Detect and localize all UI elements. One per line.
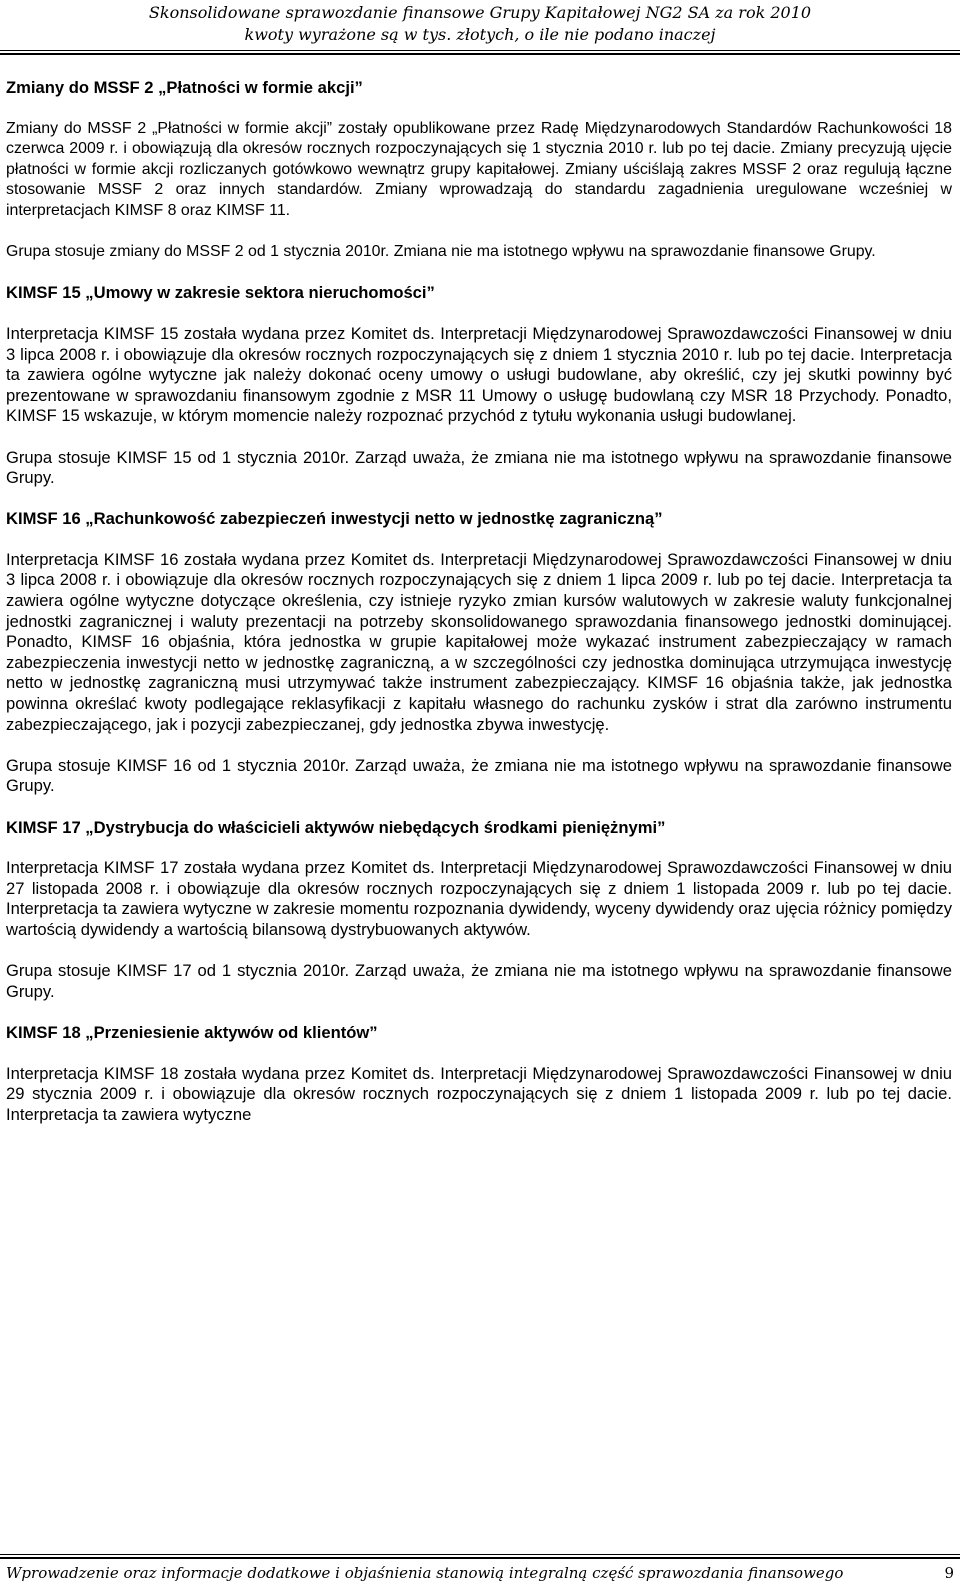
- section-heading: KIMSF 15 „Umowy w zakresie sektora nieruchomości”: [6, 283, 435, 303]
- section-kimsf15: [6, 283, 952, 488]
- section-paragraph: Grupa stosuje KIMSF 16 od 1 stycznia 2010r. Zarząd uważa, że zmiana nie ma istotnego wpływu na sprawozdanie finansowe Grupy.: [6, 755, 952, 796]
- page-header: [0, 0, 960, 52]
- section-heading: Zmiany do MSSF 2 „Płatności w formie akcji”: [6, 78, 363, 97]
- section-kimsf17: [6, 818, 952, 1003]
- page-footer: [6, 1562, 954, 1584]
- footer-text: Wprowadzenie oraz informacje dodatkowe i objaśnienia stanowią integralną część sprawozdania finansowego: [6, 1564, 844, 1582]
- document-body: [6, 78, 952, 1146]
- footer-divider: [0, 1557, 960, 1559]
- section-paragraph: Grupa stosuje KIMSF 17 od 1 stycznia 2010r. Zarząd uważa, że zmiana nie ma istotnego wpływu na sprawozdanie finansowe Grupy.: [6, 961, 952, 1001]
- header-title: Skonsolidowane sprawozdanie finansowe Grupy Kapitałowej NG2 SA za rok 2010: [148, 3, 812, 22]
- section-paragraph: Grupa stosuje zmiany do MSSF 2 od 1 stycznia 2010r. Zmiana nie ma istotnego wpływu na sprawozdanie finansowe Grupy.: [6, 243, 876, 261]
- section-heading: KIMSF 16 „Rachunkowość zabezpieczeń inwestycji netto w jednostkę zagraniczną”: [6, 509, 663, 529]
- section-kimsf16: [6, 509, 952, 797]
- section-paragraph: Interpretacja KIMSF 18 została wydana przez Komitet ds. Interpretacji Międzynarodowej Sprawozdawczości Finansowej w dniu 29 stycznia 2009 r. i obowiązuje dla okresów rocznych rozpoczynających się z dniem 1 listopada 2009 r. lub po tej dacie. Interpretacja ta zawiera wytyczne: [6, 1063, 952, 1124]
- header-divider: [0, 50, 960, 51]
- section-paragraph: Interpretacja KIMSF 15 została wydana przez Komitet ds. Interpretacji Międzynarodowej Sprawozdawczości Finansowej w dniu 3 lipca 2008 r. i obowiązuje dla okresów rocznych rozpoczynających się z dniem 1 stycznia 2010 r. lub po tej dacie. Interpretacja ta zawiera ogólne wytyczne jak należy dokonać oceny umowy o usługi budowlane, aby określić, czy jej skutki powinny być prezentowane w sprawozdaniu finansowym zgodnie z MSR 11 Umowy o usługę budowlaną czy MSR 18 Przychody. Ponadto, KIMSF 15 wskazuje, w którym momencie należy rozpoznać przychód z tytułu wykonania usługi budowlanej.: [6, 323, 952, 426]
- section-paragraph: Zmiany do MSSF 2 „Płatności w formie akcji” zostały opublikowane przez Radę Międzynarodowych Standardów Rachunkowości 18 czerwca 2009 r. i obowiązują dla okresów rocznych rozpoczynających się 1 stycznia 2010 r. lub po tej dacie. Zmiany precyzują ujęcie płatności w formie akcji rozliczanych gotówkowo wewnątrz grupy kapitałowej. Zmiany uściślają zakres MSSF 2 oraz regulują łączne stosowanie MSSF 2 oraz innych standardów. Zmiany wprowadzają do standardu zagadnienia uregulowane wcześniej w interpretacjach KIMSF 8 oraz KIMSF 11.: [6, 119, 952, 219]
- section-paragraph: Interpretacja KIMSF 16 została wydana przez Komitet ds. Interpretacji Międzynarodowej Sprawozdawczości Finansowej w dniu 3 lipca 2008 r. i obowiązuje dla okresów rocznych rozpoczynających się z dniem 1 lipca 2009 r. lub po tej dacie. Interpretacja ta zawiera ogólne wytyczne dotyczące określenia, czy istnieje ryzyko zmian kursów walutowych w zakresie waluty funkcjonalnej jednostki zagranicznej i waluty prezentacji na potrzeby skonsolidowanego sprawozdania finansowego jednostki dominującej. Ponadto, KIMSF 16 objaśnia, która jednostka w grupie kapitałowej może wykazać instrument zabezpieczający w ramach zabezpieczenia inwestycji netto w jednostkę zagraniczną, a w szczególności czy jednostka dominująca utrzymująca inwestycję netto w jednostkę zagraniczną musi utrzymywać także instrument zabezpieczający. KIMSF 16 objaśnia także, jak jednostka powinna określać kwoty podlegające reklasyfikacji z kapitału własnego do rachunku zysków i strat dla zarówno instrumentu zabezpieczającego, jak i pozycji zabezpieczanej, gdy jednostka zbywa inwestycję.: [6, 549, 952, 734]
- header-divider-thick: [0, 53, 960, 55]
- section-mssf2: [6, 78, 952, 263]
- section-heading: KIMSF 17 „Dystrybucja do właścicieli aktywów niebędących środkami pieniężnymi”: [6, 817, 666, 837]
- section-kimsf18: [6, 1023, 952, 1125]
- footer-divider-thin: [0, 1554, 960, 1555]
- section-heading: KIMSF 18 „Przeniesienie aktywów od klientów”: [6, 1022, 378, 1042]
- header-subtitle: kwoty wyrażone są w tys. złotych, o ile nie podano inaczej: [244, 25, 716, 44]
- page-number: 9: [944, 1564, 954, 1582]
- section-paragraph: Interpretacja KIMSF 17 została wydana przez Komitet ds. Interpretacji Międzynarodowej Sprawozdawczości Finansowej w dniu 27 listopada 2008 r. i obowiązuje dla okresów rocznych rozpoczynających się z dniem 1 listopada 2009 r. lub po tej dacie. Interpretacja ta zawiera wytyczne w zakresie momentu rozpoznania dywidendy, wyceny dywidendy oraz ujęcia różnicy pomiędzy wartością dywidendy a wartością bilansową dystrybuowanych aktywów.: [6, 858, 952, 939]
- section-paragraph: Grupa stosuje KIMSF 15 od 1 stycznia 2010r. Zarząd uważa, że zmiana nie ma istotnego wpływu na sprawozdanie finansowe Grupy.: [6, 447, 952, 488]
